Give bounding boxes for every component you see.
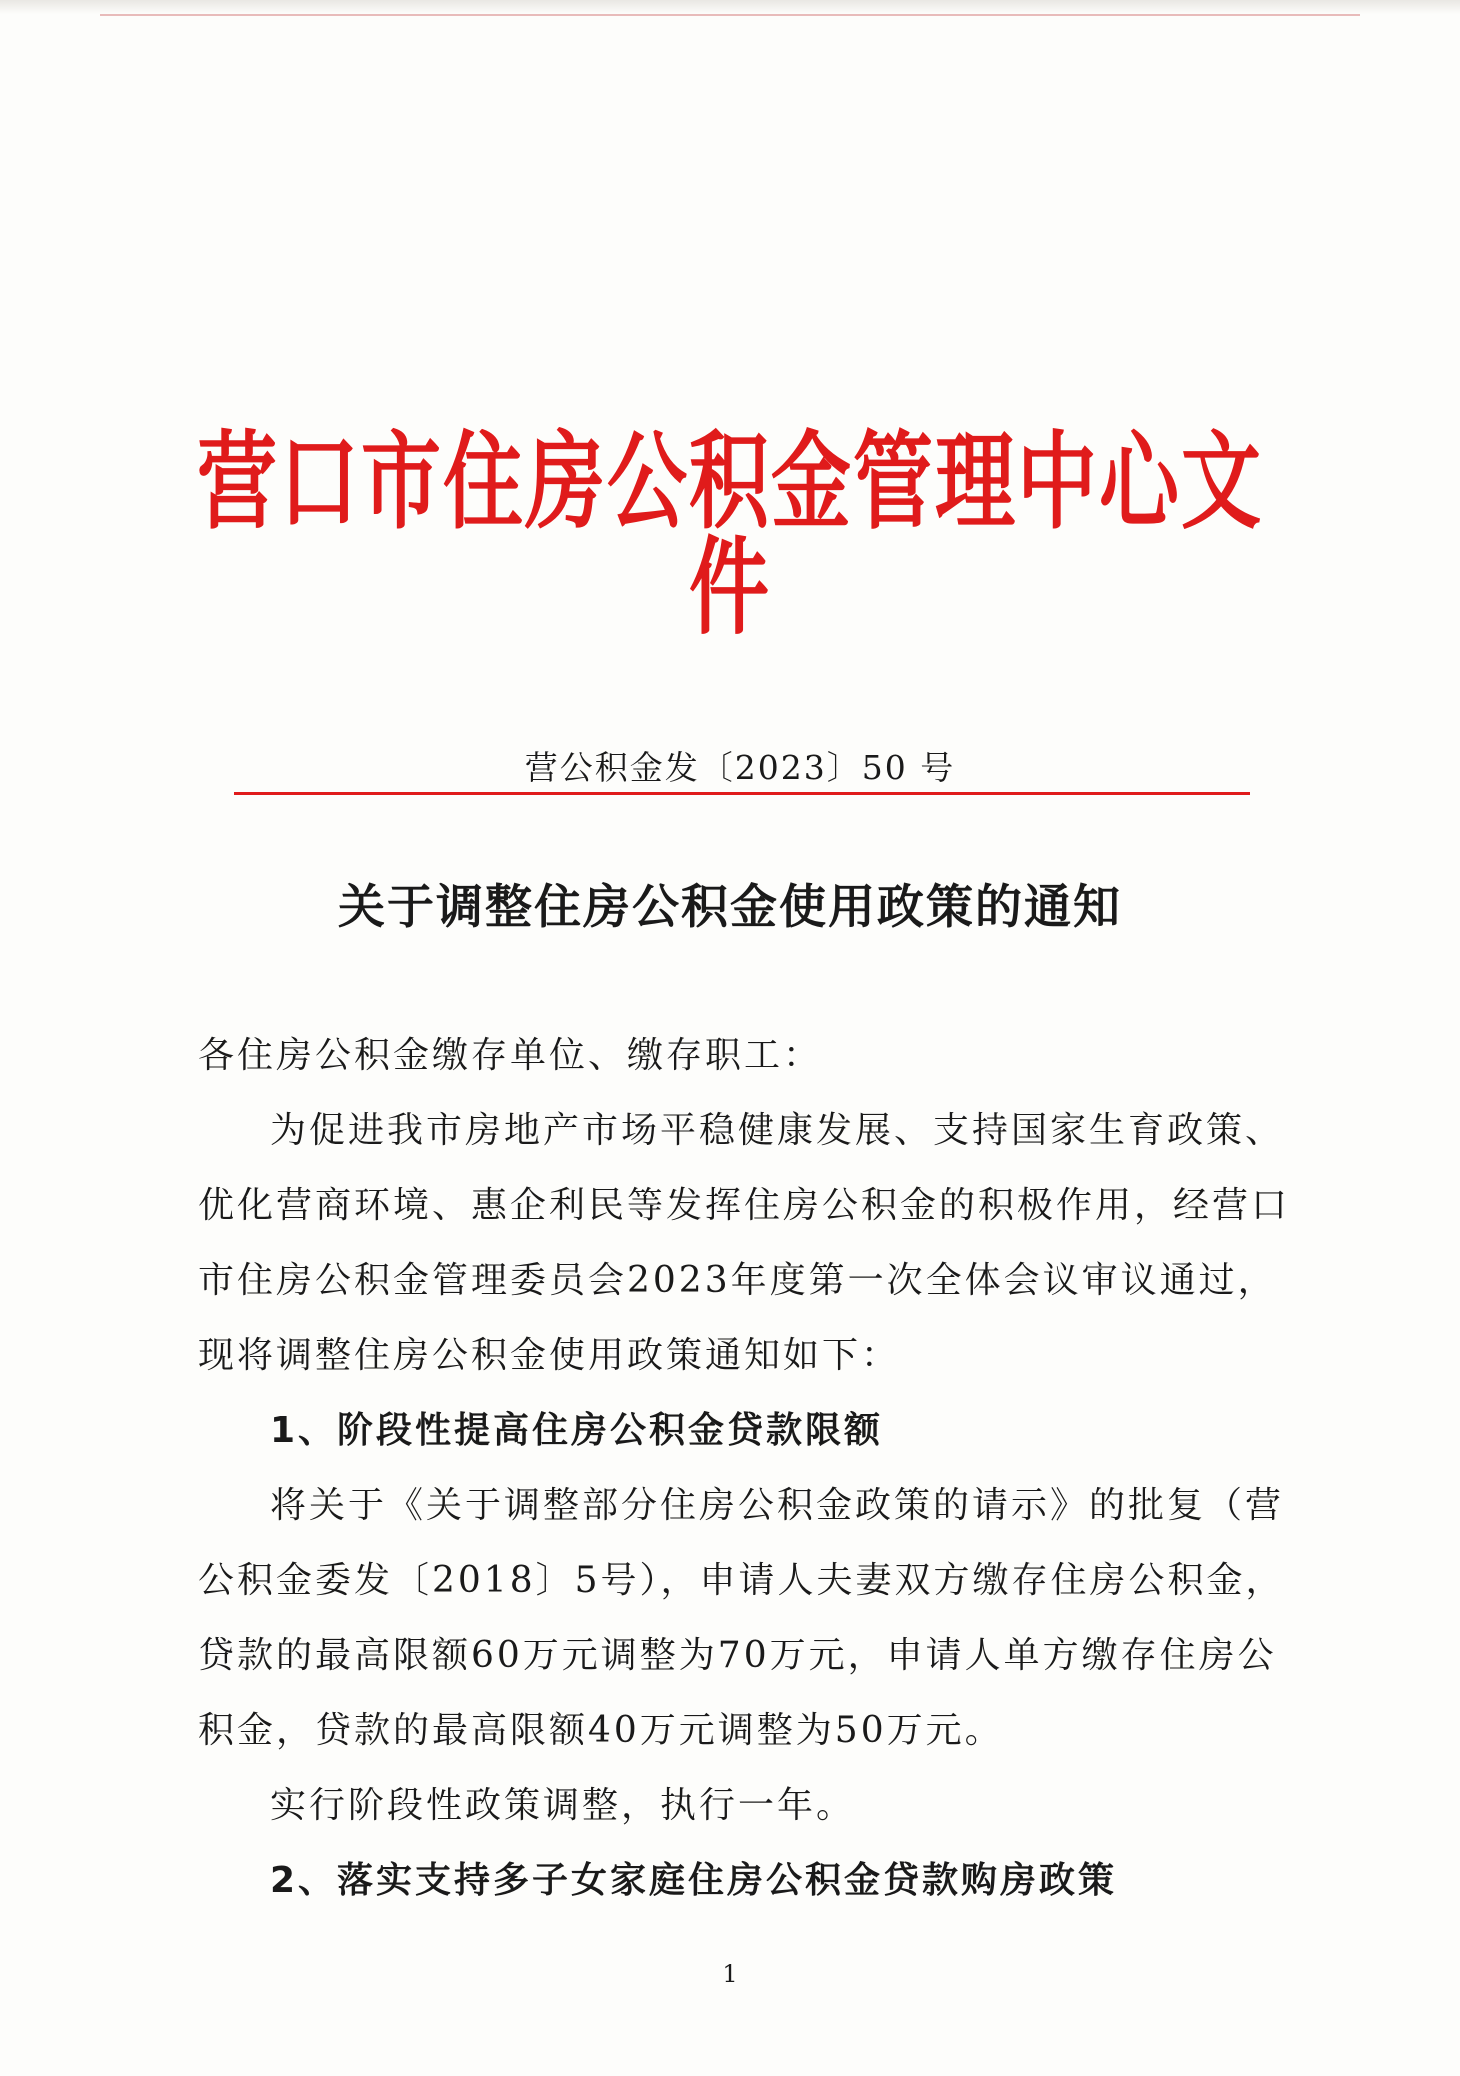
salutation: 各住房公积金缴存单位、缴存职工： bbox=[198, 1035, 823, 1076]
notice-title: 关于调整住房公积金使用政策的通知 bbox=[338, 880, 1122, 935]
issuer-masthead: 营口市住房公积金管理中心文件 bbox=[197, 420, 1263, 650]
red-separator-line bbox=[234, 792, 1250, 795]
section-1-heading: 1、阶段性提高住房公积金贷款限额 bbox=[270, 1410, 884, 1451]
notice-body bbox=[198, 1018, 1298, 1918]
page-number: 1 bbox=[722, 1960, 738, 1988]
section-2-heading: 2、落实支持多子女家庭住房公积金贷款购房政策 bbox=[270, 1860, 1118, 1901]
section-1-note: 实行阶段性政策调整，执行一年。 bbox=[270, 1785, 856, 1826]
scan-top-mark bbox=[100, 14, 1360, 16]
intro-paragraph: 为促进我市房地产市场平稳健康发展、支持国家生育政策、优化营商环境、惠企利民等发挥住房公积金的积极作用，经营口市住房公积金管理委员会2023年度第一次全体会议审议通过，现将调整住房公积金使用政策通知如下： bbox=[198, 1110, 1291, 1376]
document-number: 营公积金发〔2023〕50 号 bbox=[524, 748, 956, 787]
scan-top-edge bbox=[0, 0, 1460, 14]
section-1-paragraph: 将关于《关于调整部分住房公积金政策的请示》的批复（营公积金委发〔2018〕5号），申请人夫妻双方缴存住房公积金，贷款的最高限额60万元调整为70万元，申请人单方缴存住房公积金，贷款的最高限额40万元调整为50万元。 bbox=[198, 1485, 1285, 1751]
